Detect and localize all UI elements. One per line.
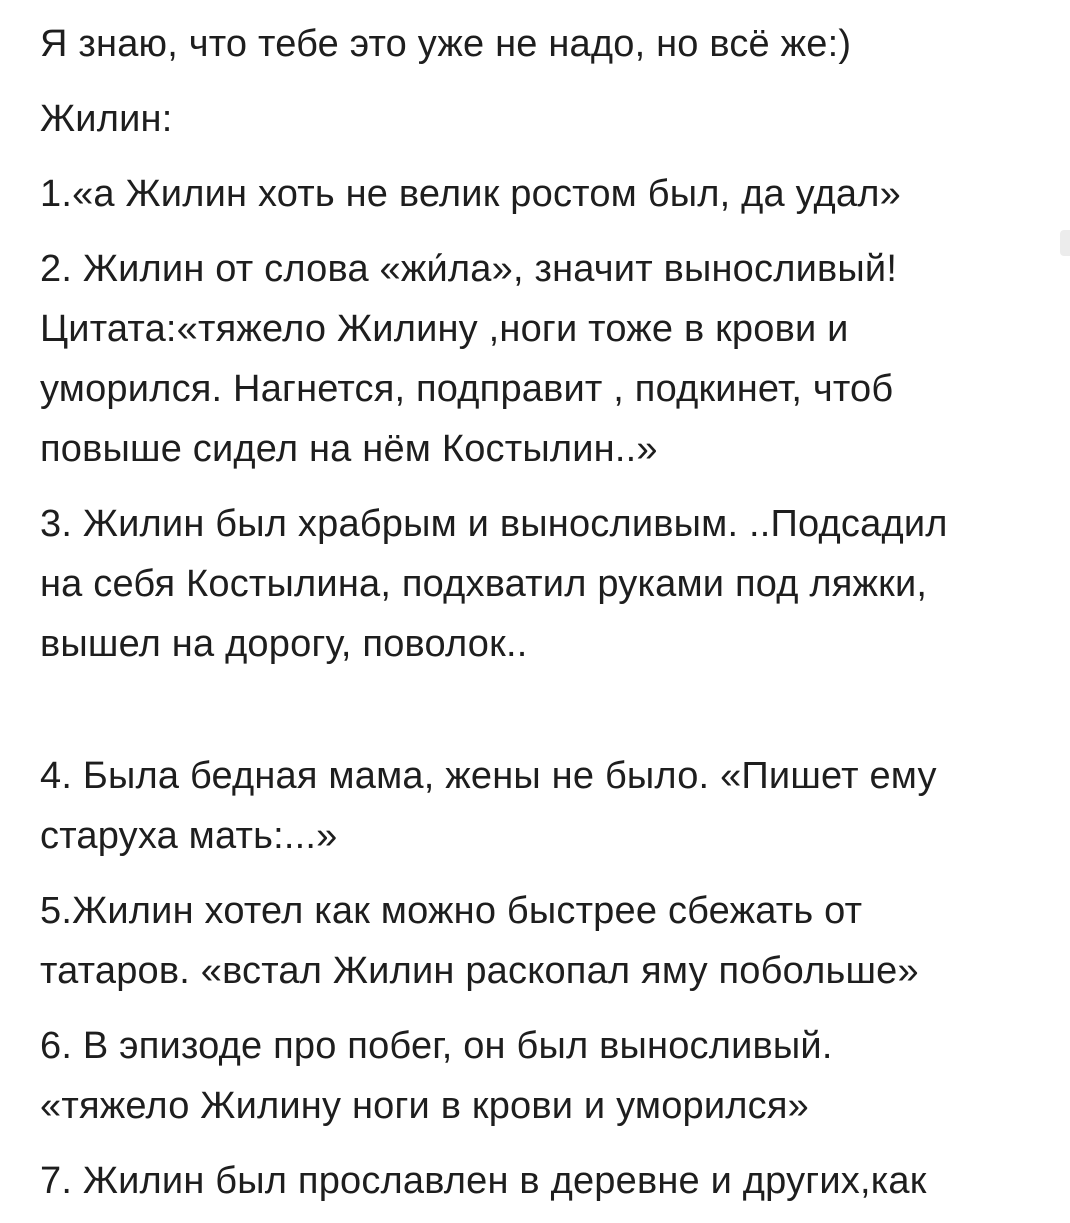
- paragraph-item-1: [40, 164, 1042, 224]
- text-line: 3. Жилин был храбрым и выносливым. ..Подсадил: [40, 503, 948, 545]
- paragraph-item-5: [40, 881, 1042, 1001]
- paragraph-item-6: [40, 1016, 1042, 1136]
- text-line: 5.Жилин хотел как можно быстрее сбежать от: [40, 890, 863, 932]
- text-line: 2. Жилин от слова «жи́ла», значит выносливый!: [40, 248, 898, 290]
- paragraph-item-7: [40, 1151, 1042, 1211]
- paragraph-item-4: [40, 746, 1042, 866]
- paragraph-heading-zhilin: [40, 89, 1042, 149]
- paragraph-item-3: [40, 494, 1042, 674]
- text-line: татаров. «встал Жилин раскопал яму побольше»: [40, 950, 919, 992]
- text-line: 1.«а Жилин хоть не велик ростом был, да удал»: [40, 173, 901, 215]
- paragraph-item-2: [40, 239, 1042, 479]
- text-line: 4. Была бедная мама, жены не было. «Пишет ему: [40, 755, 937, 797]
- text-line: «тяжело Жилину ноги в крови и уморился»: [40, 1085, 809, 1127]
- text-line: 6. В эпизоде про побег, он был выносливый.: [40, 1025, 833, 1067]
- text-line: 7. Жилин был прославлен в деревне и других,как: [40, 1160, 927, 1202]
- text-line: Я знаю, что тебе это уже не надо, но всё же:): [40, 23, 852, 65]
- text-line: старуха мать:...»: [40, 815, 338, 857]
- text-line: Цитата:«тяжело Жилину ,ноги тоже в крови и: [40, 308, 849, 350]
- cutoff-edge-artifact: [1060, 230, 1070, 256]
- paragraph-intro: [40, 14, 1042, 74]
- text-line: Жилин:: [40, 98, 173, 140]
- text-line: уморился. Нагнется, подправит , подкинет, чтоб: [40, 368, 894, 410]
- text-line: на себя Костылина, подхватил руками под ляжки,: [40, 563, 928, 605]
- text-line: вышел на дорогу, поволок..: [40, 623, 528, 665]
- text-line: повыше сидел на нём Костылин..»: [40, 428, 658, 470]
